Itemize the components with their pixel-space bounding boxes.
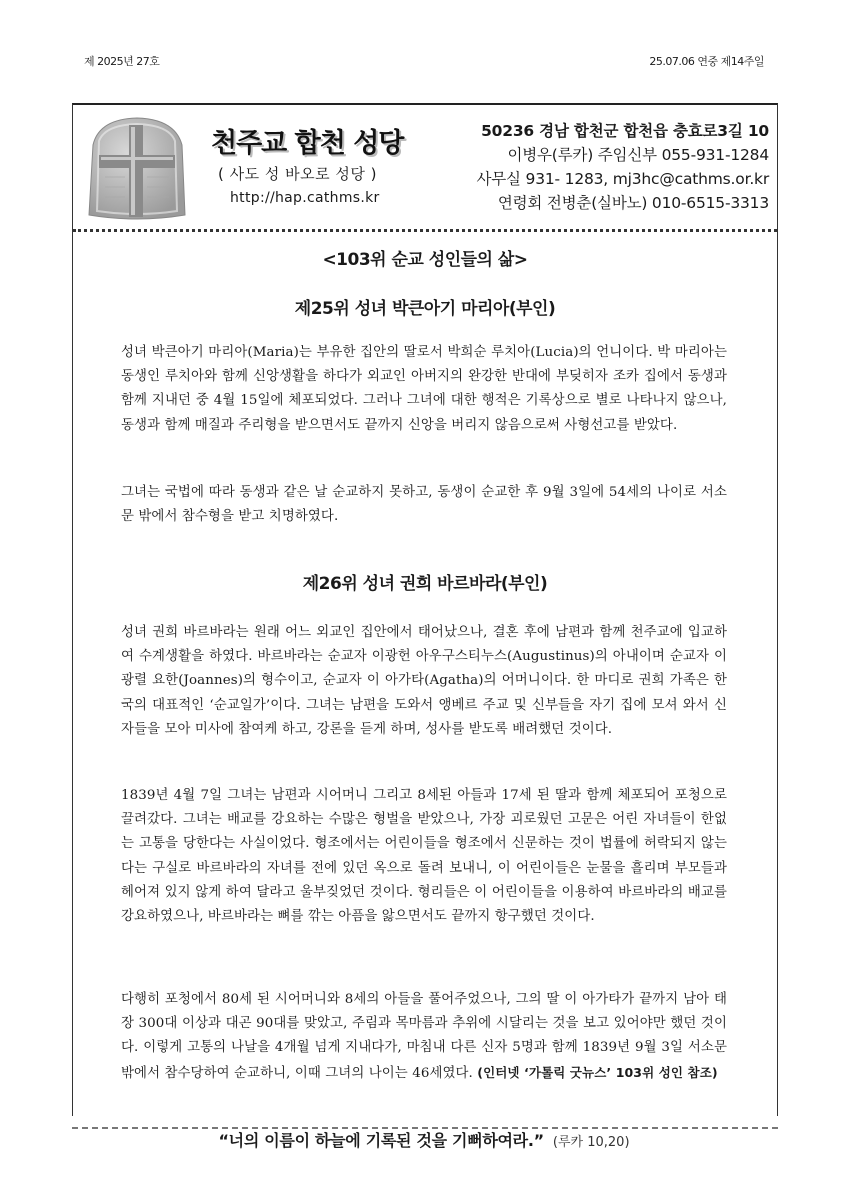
saint-25-title: 제25위 성녀 박큰아기 마리아(부인) — [294, 299, 556, 319]
cross-relief-icon — [85, 115, 189, 221]
pastor-contact: 이병우(루카) 주임신부 055-931-1284 — [507, 146, 769, 164]
office-contact: 사무실 931- 1283, mj3hc@cathms.or.kr — [476, 170, 769, 188]
bulletin-header — [73, 105, 777, 232]
parish-subtitle: ( 사도 성 바오로 성당 ) — [218, 165, 377, 183]
saint-25-paragraph: 성녀 박큰아기 마리아(Maria)는 부유한 집안의 딸로서 박희순 루치아(Lucia)의 언니이다. 박 마리아는 동생인 루치아와 함께 신앙생활을 하다가 외교인 아버지의 완강한 반대에 부딪히자 조카 집에서 동생과 함께 지내던 중 4월 15일에 체포되었다. 그러나 그녀에 대한 행적은 기록상으로 별로 나타나지 않으나, 동생과 함께 매질과 주리형을 받으면서도 끝까지 신앙을 버리지 않음으로써 사형선고를 받았다. — [121, 345, 727, 433]
footer-quote: “너의 이름이 하늘에 기록된 것을 기뻐하여라.” — [218, 1131, 544, 1150]
issue-date: 25.07.06 연중 제14주일 — [649, 55, 764, 68]
issue-number: 제 2025년 27호 — [84, 55, 160, 68]
saint-26-paragraph: 1839년 4월 7일 그녀는 남편과 시어머니 그리고 8세된 아들과 17세 된 딸과 함께 체포되어 포청으로 끌려갔다. 그녀는 배교를 강요하는 수많은 형벌을 받았으나, 가장 괴로웠던 고문은 어린 자녀들이 한없는 고통을 당한다는 사실이었다. 형조에서는 어린이들을 형조에서 신문하는 것이 법률에 허락되지 않는다는 구실로 바르바라의 자녀를 전에 있던 옥으로 돌려 보내니, 이 어린이들은 눈물을 흘리며 부모들과 헤어져 있지 않게 하여 달라고 울부짖었던 것이다. 형리들은 이 어린이들을 이용하여 바르바라의 배교를 강요하였으나, 바르바라는 뼈를 깎는 아픔을 앓으면서도 끝까지 항구했던 것이다. — [121, 788, 727, 925]
parish-address: 50236 경남 합천군 합천읍 충효로3길 10 — [481, 122, 769, 140]
saint-26-paragraph-final — [121, 988, 727, 1086]
source-reference: (인터넷 ‘가톨릭 굿뉴스’ 103위 성인 참조) — [477, 1064, 718, 1080]
series-title: <103위 순교 성인들의 삶> — [322, 250, 528, 270]
parish-name: 천주교 합천 성당 — [211, 128, 404, 159]
footer — [0, 1128, 848, 1151]
saint-25-paragraph: 그녀는 국법에 따라 동생과 같은 날 순교하지 못하고, 동생이 순교한 후 9월 3일에 54세의 나이로 서소문 밖에서 참수형을 받고 치명하였다. — [121, 485, 727, 525]
footer-source: (루카 10,20) — [552, 1135, 630, 1150]
saint-26-title: 제26위 성녀 권희 바르바라(부인) — [302, 574, 548, 594]
contact-block — [477, 119, 770, 215]
final-paragraph-text: 다행히 포청에서 80세 된 시어머니와 8세의 아들을 풀어주었으나, 그의 딸 이 아가타가 끝까지 남아 태장 300대 이상과 대곤 90대를 맞았고, 주림과 목마름과 추위에 시달리는 것을 보고 있어야만 했던 것이다. 이렇게 고통의 나날을 4개월 넘게 지내다가, 마침내 다른 신자 5명과 함께 1839년 9월 3일 서소문 밖에서 참수당하여 순교하니, 이때 그녀의 나이는 46세였다. — [121, 992, 727, 1081]
parish-website[interactable]: http://hap.cathms.kr — [230, 190, 380, 206]
saint-26-paragraph: 성녀 권희 바르바라는 원래 어느 외교인 집안에서 태어났으나, 결혼 후에 남편과 함께 천주교에 입교하여 수계생활을 하였다. 바르바라는 순교자 이광헌 아우구스티누스(Augustinus)의 아내이며 순교자 이광렬 요한(Joannes)의 형수이고, 순교자 이 아가타(Agatha)의 어머니이다. 한 마디로 권희 가족은 한국의 대표적인 ‘순교일가’이다. 그녀는 남편을 도와서 앵베르 주교 및 신부들을 자기 집에 모셔 와서 신자들을 모아 미사에 참여케 하고, 강론을 듣게 하며, 성사를 받도록 배려했던 것이다. — [121, 625, 727, 737]
bulletin-frame — [72, 103, 778, 1116]
council-contact: 연령회 전병춘(실바노) 010-6515-3313 — [497, 194, 769, 212]
